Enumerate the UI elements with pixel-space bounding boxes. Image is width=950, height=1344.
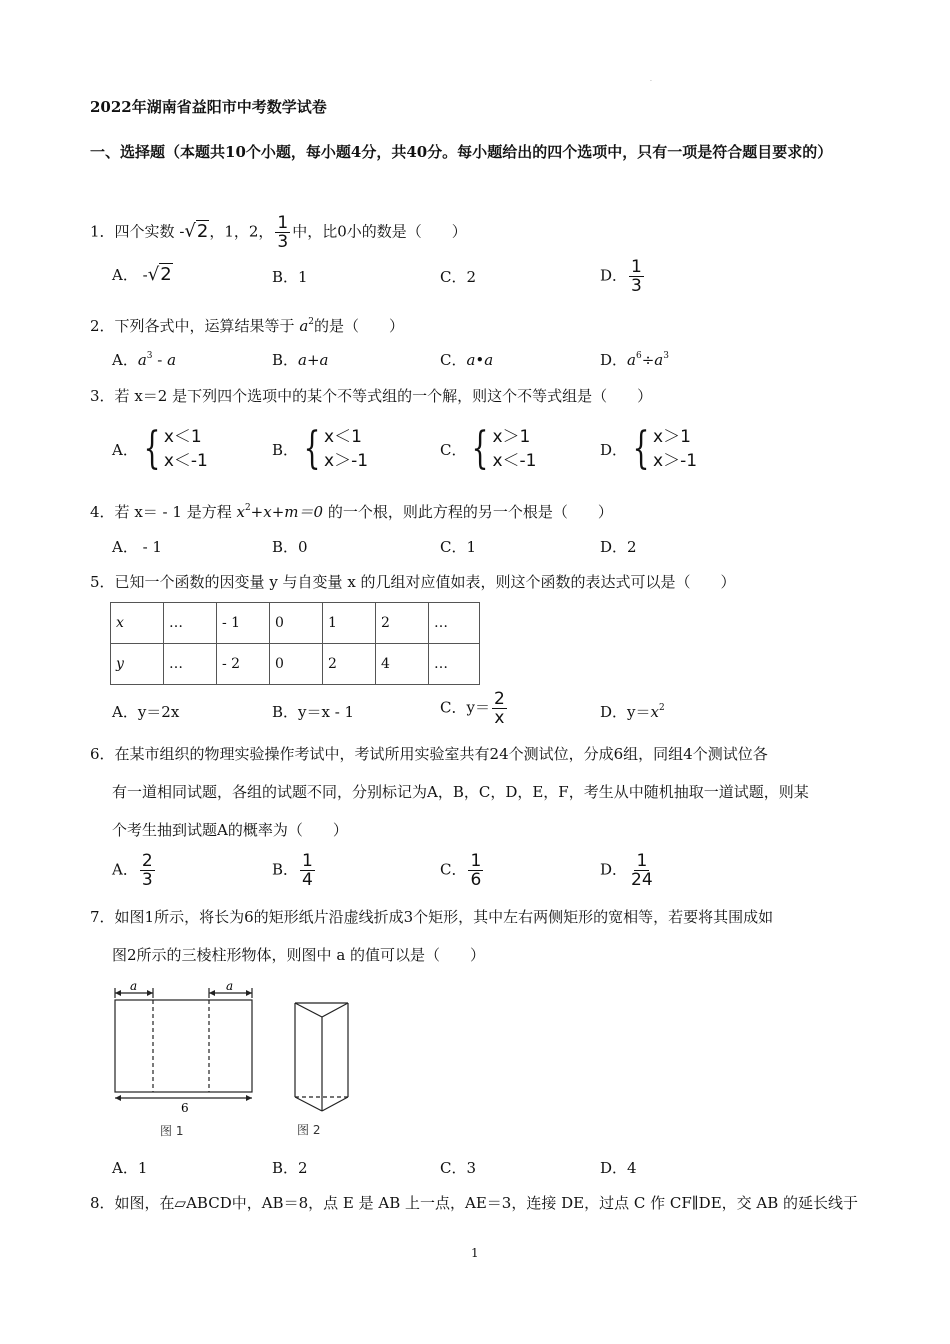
q7-option-a: A．1 [112, 1159, 148, 1177]
question-5: 5．已知一个函数的因变量 y 与自变量 x 的几组对应值如表，则这个函数的表达式可以是（ ） [90, 573, 736, 591]
q1-option-d: D． $\frac{1}{3}$ [600, 257, 642, 296]
q1-text-before: 四个实数 - [114, 222, 185, 241]
q6-option-a: A． $\frac{2}{3}$ [112, 851, 153, 890]
question-1 [90, 214, 467, 251]
q1-sqrt: √2 [184, 220, 209, 242]
q1-text-mid: ，1，2， [209, 222, 274, 241]
q5-option-c: C．y＝ $\frac{2}{x}$ [440, 689, 505, 728]
q3-option-c: C． { x＞1 x＜-1 [440, 423, 537, 474]
q2-option-b: B．a+a [272, 351, 329, 369]
fig1-rectangle [115, 1000, 252, 1092]
q2-option-d: D．$a^6\div a^3$ [600, 351, 669, 369]
fig2-caption: 图 2 [297, 1123, 321, 1137]
q2-option-c: C．a•a [440, 351, 494, 369]
q7-option-b: B．2 [272, 1159, 308, 1177]
fig1-label-a-left: a [130, 979, 138, 993]
table-row-y: y … - 2 0 2 4 … [111, 644, 480, 685]
q6-option-c: C． $\frac{1}{6}$ [440, 851, 482, 890]
section-header: 一、选择题（本题共10个小题，每小题4分，共40分。每小题给出的四个选项中，只有一项是符合题目要求的） [90, 143, 833, 161]
q4-option-c: C．1 [440, 538, 477, 556]
q1-fraction: $\frac{1}{3}$ [277, 213, 289, 252]
page-number: 1 [471, 1246, 479, 1260]
q2-option-a: A．$a^3$ - a [112, 351, 177, 369]
q7-option-d: D．4 [600, 1159, 637, 1177]
figure-2 [285, 995, 365, 1143]
q5-value-table [110, 602, 480, 685]
q4-option-d: D．2 [600, 538, 637, 556]
q7-option-c: C．3 [440, 1159, 477, 1177]
question-7: 7．如图1所示，将长为6的矩形纸片沿虚线折成3个矩形，其中左右两侧矩形的宽相等，若要将其围成如 图2所示的三棱柱形物体，则图中 a 的值可以是（ ） [90, 908, 774, 964]
q4-option-a: A． - 1 [112, 538, 162, 556]
q3-option-a: A． { x＜1 x＜-1 [112, 423, 208, 474]
q4-option-b: B．0 [272, 538, 308, 556]
q1-option-b: B．1 [272, 268, 308, 286]
q6-option-b: B． $\frac{1}{4}$ [272, 851, 313, 890]
question-6: 6．在某市组织的物理实验操作考试中，考试所用实验室共有24个测试位，分成6组，同组4个测试位各 有一道相同试题，各组的试题不同，分别标记为A，B，C，D，E，F，考生从中随机抽取一道试题，则某 个考生抽到试题A的概率为（ ） [90, 745, 809, 839]
q1-text-after: 中，比0小的数是（ ） [292, 222, 467, 241]
q5-option-d: D．$y=x^2$ [600, 703, 665, 721]
fig1-label-length: 6 [181, 1101, 189, 1115]
q1-option-c: C．2 [440, 268, 477, 286]
header-dot: . [650, 76, 652, 83]
table-row-x: x … - 1 0 1 2 … [111, 603, 480, 644]
fig1-label-a-right: a [226, 979, 234, 993]
fig1-caption: 图 1 [160, 1124, 184, 1138]
q5-option-b: B．y＝x - 1 [272, 703, 355, 721]
q6-option-d: D． $\frac{1}{24}$ [600, 851, 653, 890]
q1-number: 1． [90, 222, 115, 241]
q3-option-b: B． { x＜1 x＞-1 [272, 423, 369, 474]
question-8: 8．如图，在▱ABCD中，AB＝8，点 E 是 AB 上一点，AE＝3，连接 DE，过点 C 作 CF∥DE，交 AB 的延长线于 [90, 1194, 859, 1212]
paper-title: 2022年湖南省益阳市中考数学试卷 [90, 98, 327, 116]
question-2: 2．下列各式中，运算结果等于 $a^2$的是（ ） [90, 317, 405, 335]
question-3: 3．若 x＝2 是下列四个选项中的某个不等式组的一个解，则这个不等式组是（ ） [90, 387, 653, 405]
question-4: 4．若 x＝ - 1 是方程 $x^2+x+m=0$ 的一个根，则此方程的另一个根是（ ） [90, 503, 613, 521]
figure-1 [105, 978, 265, 1143]
q1-option-a: A． -√2 [112, 264, 172, 285]
q3-option-d: D． { x＞1 x＞-1 [600, 423, 698, 474]
q5-option-a: A．y＝2x [112, 703, 180, 721]
